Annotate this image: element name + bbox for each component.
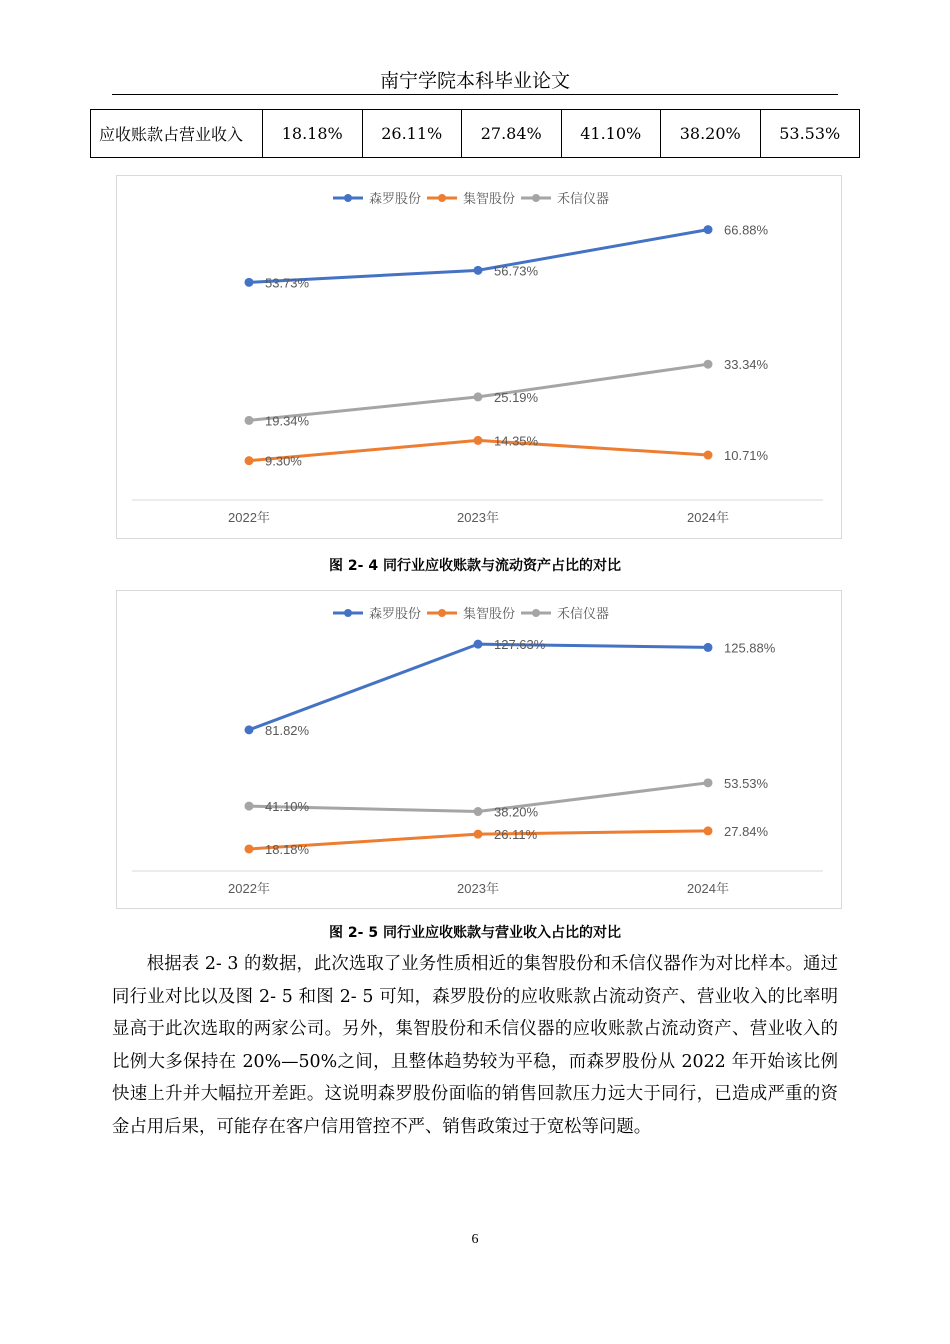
x-tick-label: 2024年	[687, 510, 729, 525]
data-point	[704, 778, 713, 787]
ratio-table	[90, 109, 860, 158]
data-label: 53.53%	[724, 775, 769, 791]
legend-label: 禾信仪器	[557, 192, 610, 207]
legend-item	[333, 191, 421, 207]
data-point	[245, 278, 254, 287]
data-label: 81.82%	[265, 722, 310, 738]
chart-current-assets-svg	[117, 176, 841, 538]
legend-label: 集智股份	[463, 607, 516, 622]
x-tick-label: 2022年	[228, 510, 270, 525]
data-label: 38.20%	[494, 804, 539, 820]
data-label: 19.34%	[265, 413, 310, 429]
series-line	[249, 644, 708, 730]
data-point	[474, 830, 483, 839]
data-label: 127.63%	[494, 637, 546, 653]
data-point	[704, 451, 713, 460]
table-cell: 38.20%	[661, 110, 761, 158]
series-line	[249, 364, 708, 420]
table-cell: 18.18%	[263, 110, 363, 158]
header-rule	[112, 94, 838, 95]
data-label: 14.35%	[494, 433, 539, 449]
legend-marker-icon	[344, 609, 352, 617]
table-row-label: 应收账款占营业收入	[91, 110, 263, 158]
legend-marker-icon	[532, 194, 540, 202]
data-label: 18.18%	[265, 841, 310, 857]
data-label: 125.88%	[724, 640, 776, 656]
legend-label: 森罗股份	[369, 607, 422, 622]
data-point	[245, 725, 254, 734]
data-point	[704, 643, 713, 652]
data-label: 41.10%	[265, 799, 310, 815]
data-point	[474, 266, 483, 275]
legend-marker-icon	[532, 609, 540, 617]
table-row	[91, 110, 860, 158]
data-point	[704, 826, 713, 835]
data-point	[474, 640, 483, 649]
data-point	[474, 807, 483, 816]
body-paragraph	[112, 948, 838, 1143]
data-label: 10.71%	[724, 448, 769, 464]
legend-marker-icon	[438, 194, 446, 202]
data-label: 53.73%	[265, 275, 310, 291]
x-tick-label: 2022年	[228, 881, 270, 896]
data-label: 66.88%	[724, 222, 769, 238]
data-label: 25.19%	[494, 389, 539, 405]
chart-operating-revenue-svg	[117, 591, 841, 908]
data-point	[245, 456, 254, 465]
data-label: 33.34%	[724, 357, 769, 373]
data-label: 56.73%	[494, 263, 539, 279]
page-header-title: 南宁学院本科毕业论文	[379, 70, 570, 92]
data-point	[245, 844, 254, 853]
table-cell: 41.10%	[561, 110, 661, 158]
legend-marker-icon	[438, 609, 446, 617]
paragraph-text: 根据表 2- 3 的数据，此次选取了业务性质相近的集智股份和禾信仪器作为对比样本。通过同行业对比以及图 2- 5 和图 2- 5 可知，森罗股份的应收账款占流动资产、营业收入的比率明显高于此次选取的两家公司。另外，集智股份和禾信仪器的应收账款占流动资产、营业收入的比例大多保持在 20%—50%之间，且整体趋势较为平稳，而森罗股份从 2022 年开始该比例快速上升并大幅拉开差距。这说明森罗股份面临的销售回款压力远大于同行，已造成严重的资金占用后果，可能存在客户信用管控不严、销售政策过于宽松等问题。	[112, 954, 838, 1137]
legend-label: 禾信仪器	[557, 607, 610, 622]
data-point	[474, 436, 483, 445]
legend-label: 集智股份	[463, 192, 516, 207]
table-cell: 26.11%	[362, 110, 462, 158]
x-tick-label: 2024年	[687, 881, 729, 896]
data-label: 9.30%	[265, 453, 302, 469]
data-point	[245, 802, 254, 811]
data-point	[704, 360, 713, 369]
figure-caption-2: 图 2- 5 同行业应收账款与营业收入占比的对比	[329, 925, 621, 941]
table-cell: 27.84%	[462, 110, 562, 158]
legend-item	[521, 191, 609, 207]
table-cell: 53.53%	[760, 110, 860, 158]
legend-item	[333, 606, 421, 622]
chart-current-assets	[116, 175, 842, 539]
legend-label: 森罗股份	[369, 192, 422, 207]
data-point	[474, 392, 483, 401]
data-label: 27.84%	[724, 823, 769, 839]
chart-operating-revenue	[116, 590, 842, 909]
legend-item	[427, 606, 515, 622]
figure-caption-1: 图 2- 4 同行业应收账款与流动资产占比的对比	[329, 558, 621, 574]
x-tick-label: 2023年	[457, 881, 499, 896]
legend-item	[427, 191, 515, 207]
legend-marker-icon	[344, 194, 352, 202]
data-label: 26.11%	[494, 827, 538, 843]
page-number: 6	[471, 1232, 479, 1247]
data-point	[704, 225, 713, 234]
x-tick-label: 2023年	[457, 510, 499, 525]
data-point	[245, 416, 254, 425]
legend-item	[521, 606, 609, 622]
